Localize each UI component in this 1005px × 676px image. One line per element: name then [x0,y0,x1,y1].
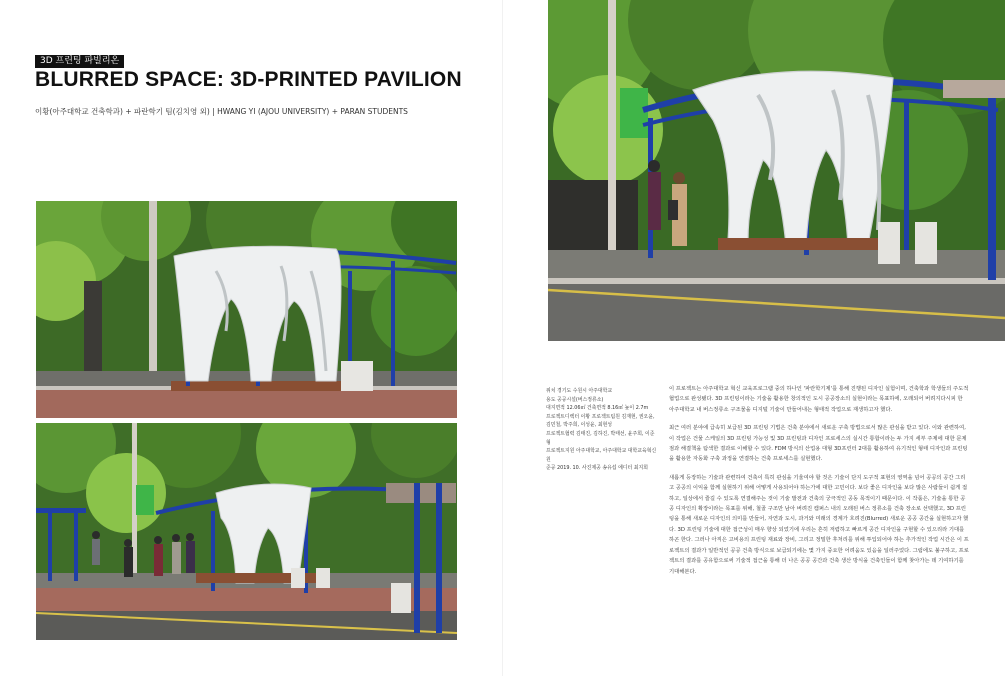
page-gutter [502,0,503,676]
meta-line: 준공 2019. 10. 사진제공 송유섭 에디터 최지희 [546,465,648,472]
body-paragraph: 최근 여러 분야에 급속히 보급된 3D 프린팅 기법은 건축 분야에서 새로운 구축 방법으로서 많은 관심을 받고 있다. 이와 관련하여, 이 작업은 건물 스케일의 3D 프린팅 가능성 및 3D 프린팅과 디자인 프로세스의 실시간 통합이라는 두 가지 세부 주제에 대한 문제점과 해결책을 탐색한 결과로 이해할 수 있다. FDM 방식의 산업용 대형 3D프린터 2대를 활용하여 유기적인 형태 디자인과 프린팅을 활용한 자동화 구축 과정을 연결하는 건축 프로세스를 실현했다. [669,425,968,463]
meta-line: 용도 공공시설(버스정류소) [546,396,604,403]
pavilion-side-view-photo [548,0,1005,341]
project-metadata [546,387,658,473]
meta-line: 프로젝트지원 아주대학교, 아주대학교 대학교육혁신원 [546,448,657,463]
meta-line: 위치 경기도 수원시 아주대학교 [546,388,613,394]
article-body [669,384,969,585]
article-byline: 이황(아주대학교 건축학과) + 파란학기 팀(김치영 외) | HWANG YI (AJOU UNIVERSITY) + PARAN STUDENTS [35,107,408,116]
body-paragraph: 이 프로젝트는 아주대학교 혁신 교육프로그램 중의 하나인 '파란학기제'를 통해 진행된 디자인 실험이며, 건축학과 학생들의 주도적 협업으로 완성됐다. 3D 프린팅이라는 기술을 활용한 창의적인 도시 공공장소의 실현이라는 목표하에, 오래되어 버려지다시피 한 아주대학교 내 버스정류소 구조물을 디지털 기술이 만들어내는 형태적 작업으로 재생하고자 했다. [669,386,969,413]
pavilion-street-view-photo [36,423,457,640]
meta-line: 김민철, 박주희, 이성윤, 최현성 [546,422,613,429]
meta-line: 프로젝트협력 김태진, 김하진, 박태선, 윤주희, 이준형 [546,430,655,446]
meta-line: 프로젝트디렉터 이황 프로젝트팀원 김재현, 권오윤, [546,413,655,420]
section-tag: 3D 프린팅 파빌리온 [35,55,124,68]
meta-line: 대지면적 12.06㎡ 건축면적 8.16㎡ 높이 2.7m [546,405,649,412]
article-title: BLURRED SPACE: 3D-PRINTED PAVILION [35,68,462,91]
body-paragraph: 새롭게 등장하는 기술과 관련하여 건축이 특히 관심을 기울여야 할 것은 기술이 단지 도구적 표현의 영역을 넘어 공공의 공간 그리고 공공의 이익을 함께 실현하기 위해 어떻게 사용되어야 하는가에 대한 고민이다. 보다 좋은 디자인을 보다 많은 사람들이 쉽게 접하고, 일상에서 즐길 수 있도록 연결해주는 것이 기술 발전과 건축의 궁극적인 공동 목적이기 때문이다. 이 작품은, 기술을 통한 공공 디자인의 확장이라는 목표를 위해, 철골 구조만 남아 버려진 캠퍼스 내의 오래된 버스 정류소를 건축 장소로 선택했고, 3D 프린팅을 통해 새로운 디자인의 의미를 만들어, 자연과 도시, 과거와 미래의 경계가 흐려진(Blurred) 새로운 공공 공간을 실현하고자 했다. 3D 프린팅 기술에 대한 접근성이 매우 향상 되었기에 우리는 흔히 저렴하고 빠르게 공간 디자인을 구현할 수 있으리라 기대를 하곤 한다. 그러나 아직은 고비용의 프린팅 재료와 장비, 그리고 정밀한 후처리를 위해 투입되어야 하는 추가적인 작업 시간은 이 프로젝트의 결과가 일반적인 공공 건축 방식으로 보급되기에는 몇 가지 중요한 어려움도 있음을 일러주었다. 그럼에도 불구하고, 프로젝트의 결과를 공유함으로써 기술적 접근을 통해 더 나은 공공 공간과 건축 생산 방식을 건축인들이 함께 찾아가는 데 기여하기를 기대해본다. [669,474,969,575]
pavilion-front-view-photo [36,201,457,418]
